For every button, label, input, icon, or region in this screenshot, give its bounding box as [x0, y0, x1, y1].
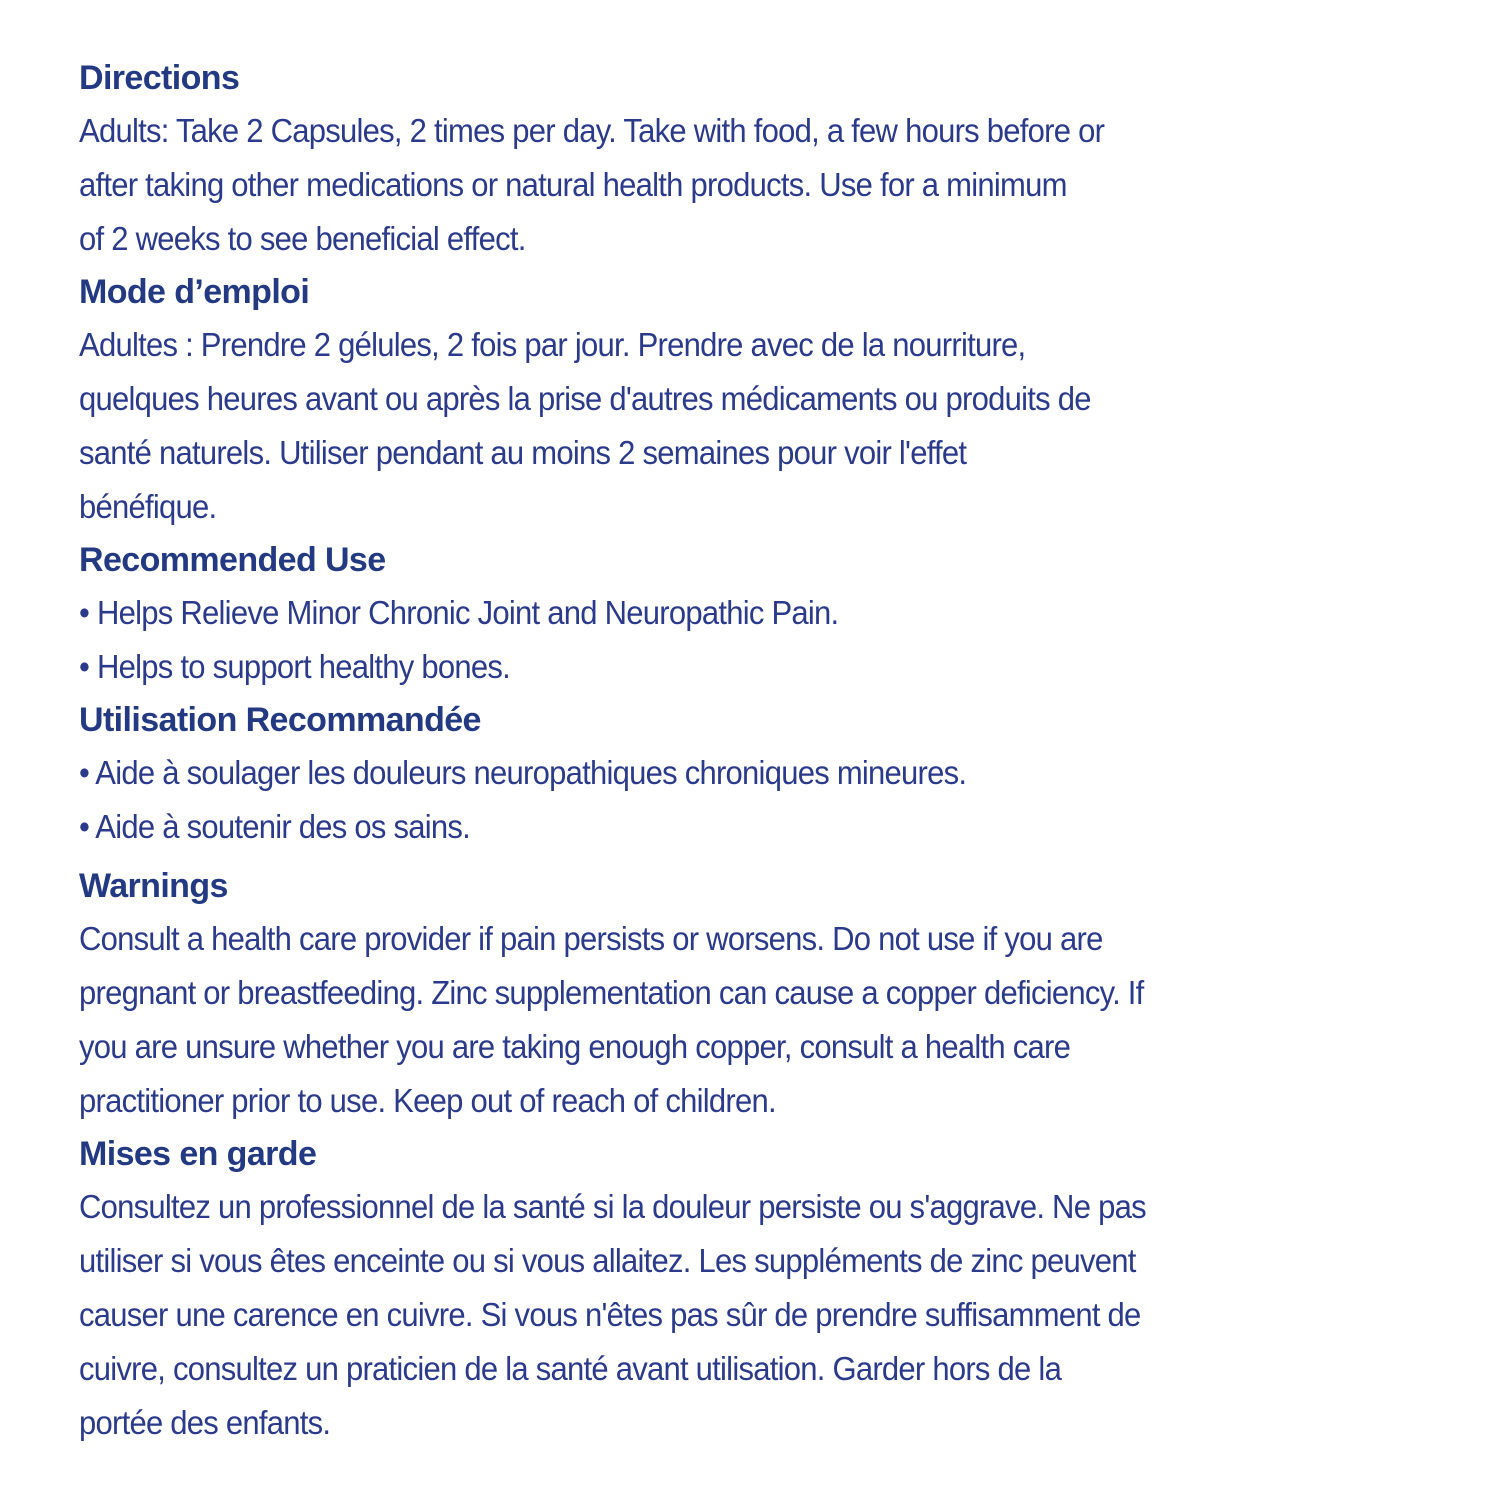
- utilisation-heading: Utilisation Recommandée: [79, 701, 481, 739]
- directions-line: Adults: Take 2 Capsules, 2 times per day. Take with food, a few hours before or: [79, 112, 1105, 149]
- mode-emploi-section: [79, 266, 1479, 534]
- recommended-use-item: • Helps to support healthy bones.: [79, 648, 510, 685]
- warnings-section: [79, 860, 1479, 1128]
- mode-emploi-heading: Mode d’emploi: [79, 273, 310, 311]
- mode-emploi-line: quelques heures avant ou après la prise d'autres médicaments ou produits de: [79, 380, 1091, 417]
- directions-heading: Directions: [79, 59, 240, 97]
- recommended-use-heading: Recommended Use: [79, 541, 386, 579]
- recommended-use-item: • Helps Relieve Minor Chronic Joint and Neuropathic Pain.: [79, 594, 839, 631]
- directions-section: [79, 52, 1479, 266]
- mode-emploi-line: santé naturels. Utiliser pendant au moins 2 semaines pour voir l'effet: [79, 434, 967, 471]
- utilisation-item: • Aide à soutenir des os sains.: [79, 808, 471, 845]
- mises-en-garde-heading: Mises en garde: [79, 1135, 317, 1173]
- mises-en-garde-line: portée des enfants.: [79, 1404, 331, 1441]
- mode-emploi-line: bénéfique.: [79, 488, 217, 525]
- warnings-line: practitioner prior to use. Keep out of reach of children.: [79, 1082, 776, 1119]
- mode-emploi-line: Adultes : Prendre 2 gélules, 2 fois par jour. Prendre avec de la nourriture,: [79, 326, 1026, 363]
- warnings-heading: Warnings: [79, 867, 228, 905]
- mises-en-garde-line: Consultez un professionnel de la santé si la douleur persiste ou s'aggrave. Ne pas: [79, 1188, 1146, 1225]
- warnings-line: Consult a health care provider if pain persists or worsens. Do not use if you are: [79, 920, 1103, 957]
- warnings-line: you are unsure whether you are taking enough copper, consult a health care: [79, 1028, 1071, 1065]
- mises-en-garde-line: causer une carence en cuivre. Si vous n'êtes pas sûr de prendre suffisamment de: [79, 1296, 1141, 1333]
- utilisation-section: [79, 694, 1479, 854]
- label-text-panel: [79, 52, 1479, 1450]
- directions-line: of 2 weeks to see beneficial effect.: [79, 220, 526, 257]
- directions-line: after taking other medications or natural health products. Use for a minimum: [79, 166, 1067, 203]
- recommended-use-section: [79, 534, 1479, 694]
- mises-en-garde-line: utiliser si vous êtes enceinte ou si vous allaitez. Les suppléments de zinc peuvent: [79, 1242, 1136, 1279]
- mises-en-garde-section: [79, 1128, 1479, 1450]
- warnings-line: pregnant or breastfeeding. Zinc supplementation can cause a copper deficiency. If: [79, 974, 1144, 1011]
- utilisation-item: • Aide à soulager les douleurs neuropathiques chroniques mineures.: [79, 754, 967, 791]
- mises-en-garde-line: cuivre, consultez un praticien de la santé avant utilisation. Garder hors de la: [79, 1350, 1062, 1387]
